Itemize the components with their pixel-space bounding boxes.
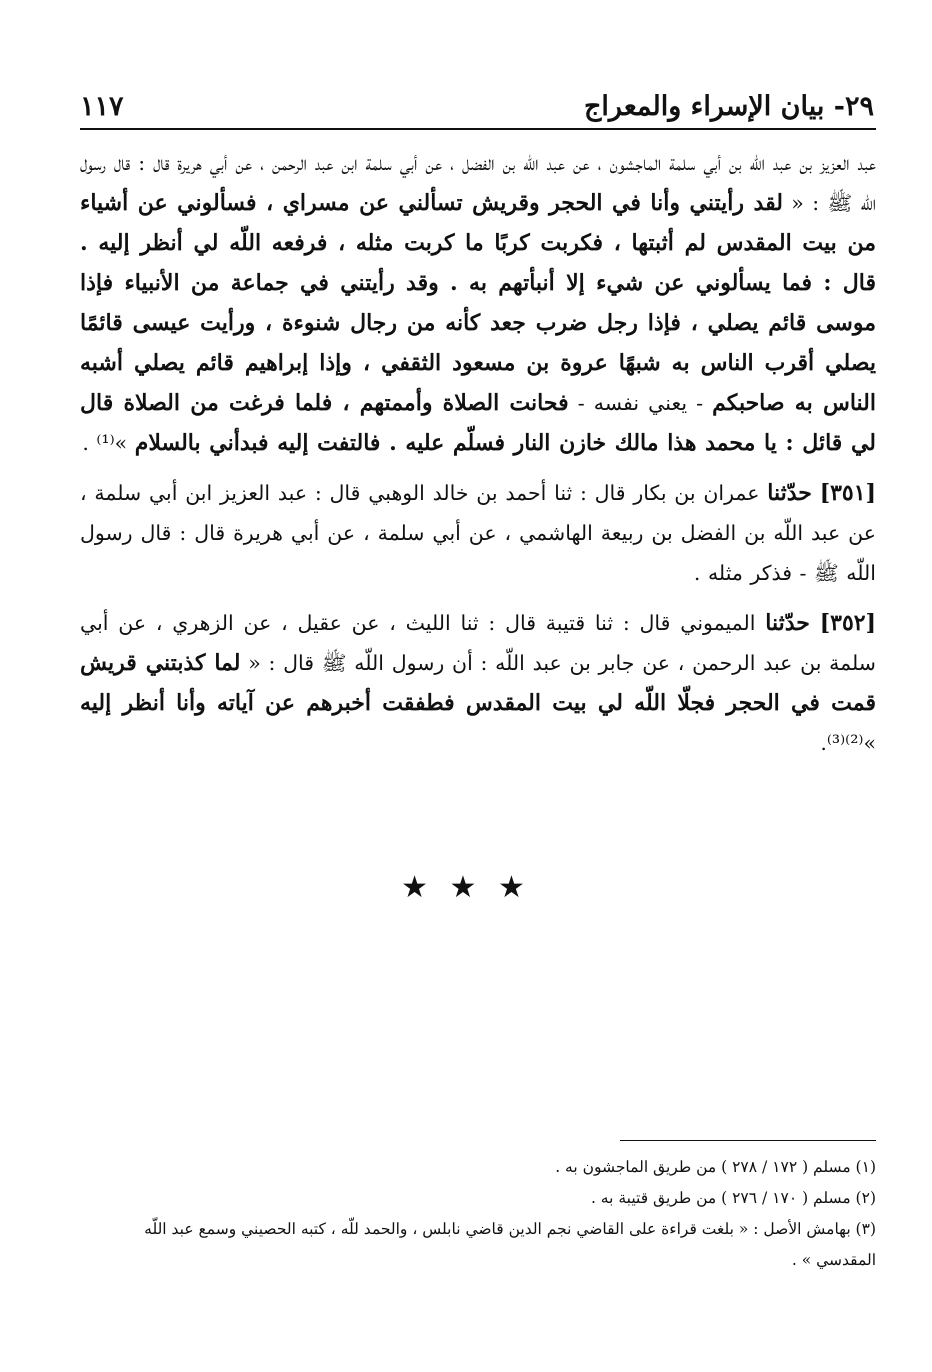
footnote-2: (٢) مسلم ( ١٧٠ / ٢٧٦ ) من طريق قتيبة به . (590, 1189, 876, 1207)
hadith-number: [٣٥٢] (819, 610, 876, 636)
hadith-351 (80, 473, 876, 593)
matn-bold: لقد رأيتني وأنا في الحجر وقريش تسألني عن مسراي ، فسألوني عن أشياء من بيت المقدس لم أثبتها ، فكربت كربًا ما كربت مثله ، فرفعه اللّه لي أنظر إليه . قال : فما يسألوني عن شيء إلا أنبأتهم به . وقد رأيتني في جماعة من الأنبياء فإذا موسى قائم يصلي ، فإذا رجل ضرب جعد كأنه من رجال شنوءة ، ورأيت عيسى قائمًا يصلي أقرب الناس به شبهًا عروة بن مسعود الثقفي ، وإذا إبراهيم قائم يصلي أشبه الناس به صاحبكم (80, 190, 876, 416)
hadith-lead: حدّثنا (765, 610, 810, 636)
hadith-continuation (80, 143, 876, 463)
footnote-divider (620, 1140, 876, 1141)
hadith-text: عمران بن بكار قال : ثنا أحمد بن خالد الوهبي قال : عبد العزيز ابن أبي سلمة ، عن عبد اللّه بن الفضل بن ربيعة الهاشمي ، عن أبي سلمة ، عن أبي هريرة قال : قال رسول اللّه ﷺ - فذكر مثله . (80, 481, 876, 585)
footnote-1: (١) مسلم ( ١٧٢ / ٢٧٨ ) من طريق الماجشون به . (555, 1158, 876, 1176)
footnote-ref: »⁽¹⁾ . (82, 431, 128, 455)
interjection-text: - يعني نفسه - (577, 391, 704, 415)
footnotes (80, 1152, 876, 1276)
hadith-352 (80, 603, 876, 763)
isnad-text: عبد العزيز بن عبد اللّه بن أبي سلمة الماجشون ، عن عبد اللّه بن الفضل ، عن أبي سلمة ابن عبد الرحمن ، عن أبي هريرة قال : قال رسول اللّه ﷺ : « (80, 151, 876, 215)
matn-bold-continued: فحانت الصلاة وأممتهم ، فلما فرغت من الصلاة قال لي قائل : يا محمد هذا مالك خازن النار فسلّم عليه . فالتفت إليه فبدأني بالسلام (80, 390, 876, 456)
running-header (80, 82, 874, 122)
matn-bold: لما كذبتني قريش قمت في الحجر فجلّا اللّه لي بيت المقدس فطفقت أخبرهم عن آياته وأنا أنظر إليه (80, 650, 876, 716)
isnad-text: الميموني قال : ثنا قتيبة قال : ثنا الليث ، عن عقيل ، عن الزهري ، عن أبي سلمة بن عبد الرحمن ، عن جابر بن عبد اللّه : أن رسول اللّه ﷺ قال : « (80, 611, 876, 675)
main-text (80, 143, 876, 773)
footnote-3: (٣) بهامش الأصل : « بلغت قراءة على القاضي نجم الدين قاضي نابلس ، والحمد للّه ، كتبه الحصيني وسمع عبد اللّه المقدسي » . (144, 1220, 876, 1269)
hadith-number: [٣٥١] (819, 480, 876, 506)
header-divider (80, 128, 876, 130)
page-number: ١١٧ (80, 91, 124, 122)
footnote-ref: »⁽²⁾⁽³⁾. (820, 731, 876, 755)
hadith-lead: حدّثنا (767, 480, 812, 506)
chapter-title: ٢٩- بيان الإسراء والمعراج (584, 91, 874, 122)
section-separator: ★ ★ ★ (401, 870, 531, 905)
